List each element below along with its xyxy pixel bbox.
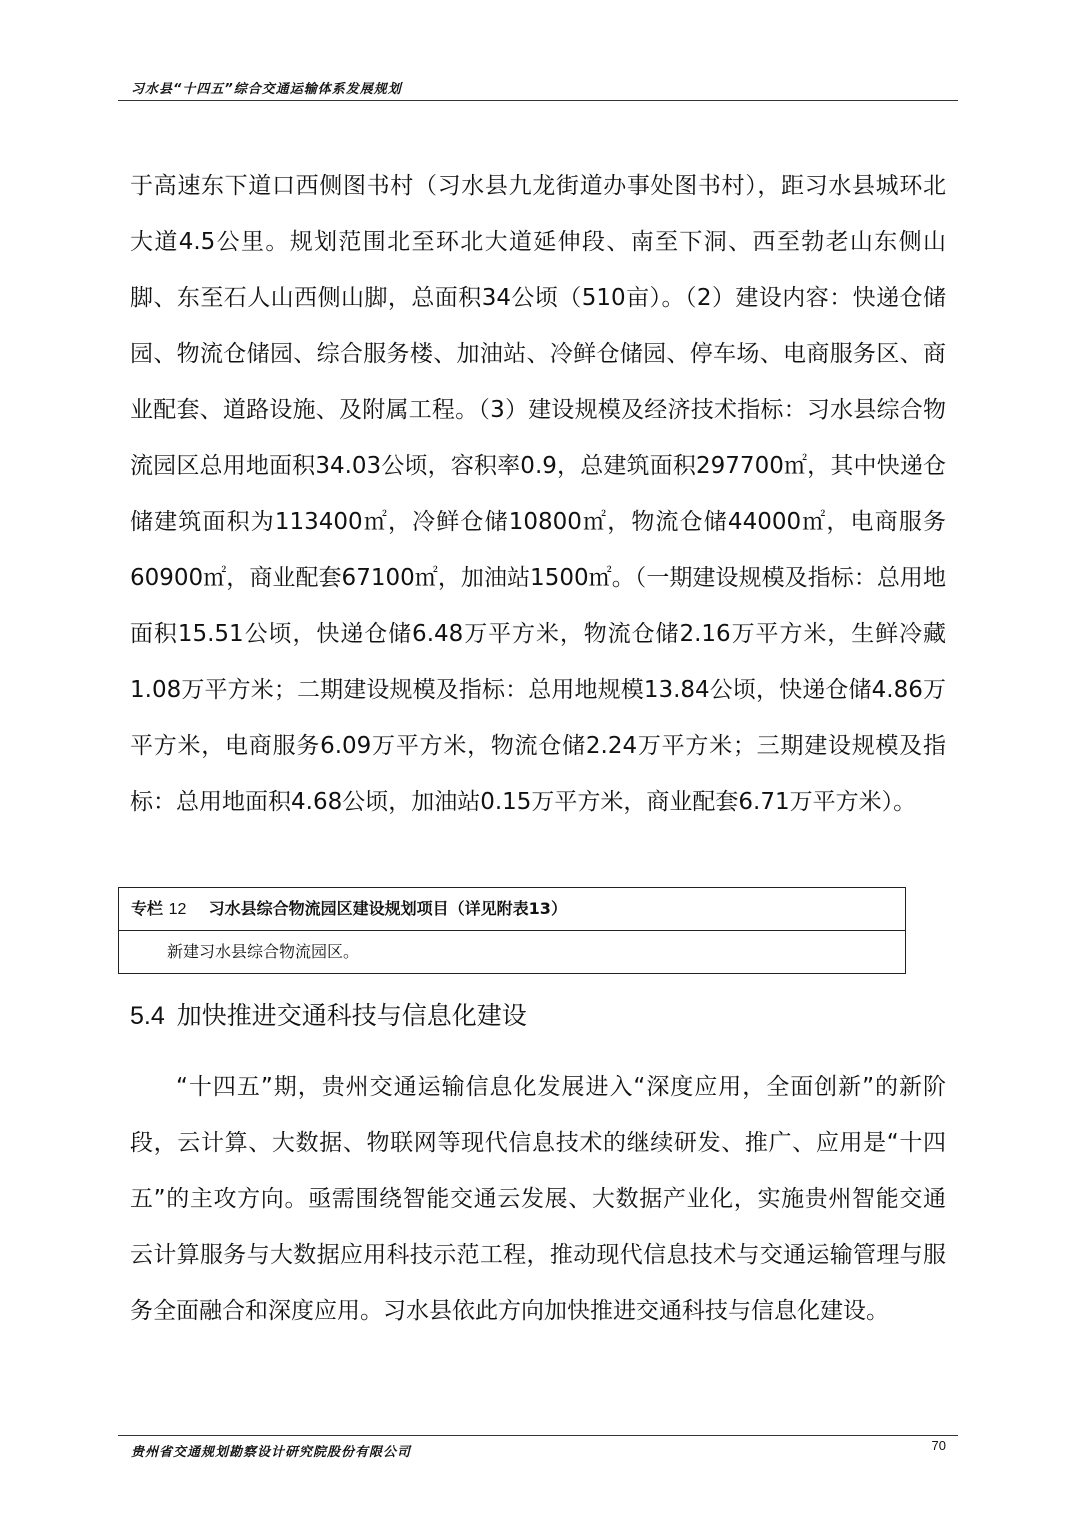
section-heading (130, 996, 527, 1032)
feature-box-header (119, 888, 905, 931)
footer-divider (118, 1435, 958, 1436)
running-header-title: 习水县“十四五”综合交通运输体系发展规划 (131, 82, 402, 97)
header-divider (118, 100, 958, 101)
feature-box-number: 12 (168, 901, 187, 918)
body-paragraph-2: “十四五”期，贵州交通运输信息化发展进入“深度应用，全面创新”的新阶段，云计算、大数据、物联网等现代信息技术的继续研发、推广、应用是“十四五”的主攻方向。亟需围绕智能交通云发展、大数据产业化，实施贵州智能交通云计算服务与大数据应用科技示范工程，推动现代信息技术与交通运输管理与服务全面融合和深度应用。习水县依此方向加快推进交通科技与信息化建设。 (130, 1074, 946, 1324)
body-paragraph-1: 于高速东下道口西侧图书村（习水县九龙街道办事处图书村），距习水县城环北大道4.5公里。规划范围北至环北大道延伸段、南至下洞、西至勃老山东侧山脚、东至石人山西侧山脚，总面积34公顷（510亩）。（2）建设内容：快递仓储园、物流仓储园、综合服务楼、加油站、冷鲜仓储园、停车场、电商服务区、商业配套、道路设施、及附属工程。（3）建设规模及经济技术指标：习水县综合物流园区总用地面积34.03公顷，容积率0.9，总建筑面积297700㎡，其中快递仓储建筑面积为113400㎡，冷鲜仓储10800㎡，物流仓储44000㎡，电商服务60900㎡，商业配套67100㎡，加油站1500㎡。（一期建设规模及指标：总用地面积15.51公顷，快递仓储6.48万平方米，物流仓储2.16万平方米，生鲜冷藏1.08万平方米；二期建设规模及指标：总用地规模13.84公顷，快递仓储4.86万平方米，电商服务6.09万平方米，物流仓储2.24万平方米；三期建设规模及指标：总用地面积4.68公顷，加油站0.15万平方米，商业配套6.71万平方米）。 (130, 173, 946, 815)
feature-box-content: 新建习水县综合物流园区。 (167, 942, 360, 961)
feature-box-label: 专栏 (131, 899, 164, 918)
footer-company-name: 贵州省交通规划勘察设计研究院股份有限公司 (131, 1445, 412, 1460)
section-number: 5.4 (130, 1002, 165, 1030)
section-title: 加快推进交通科技与信息化建设 (176, 1001, 527, 1030)
page-number: 70 (931, 1438, 946, 1453)
feature-box (118, 887, 906, 974)
feature-box-title: 习水县综合物流园区建设规划项目（详见附表13） (208, 899, 567, 918)
